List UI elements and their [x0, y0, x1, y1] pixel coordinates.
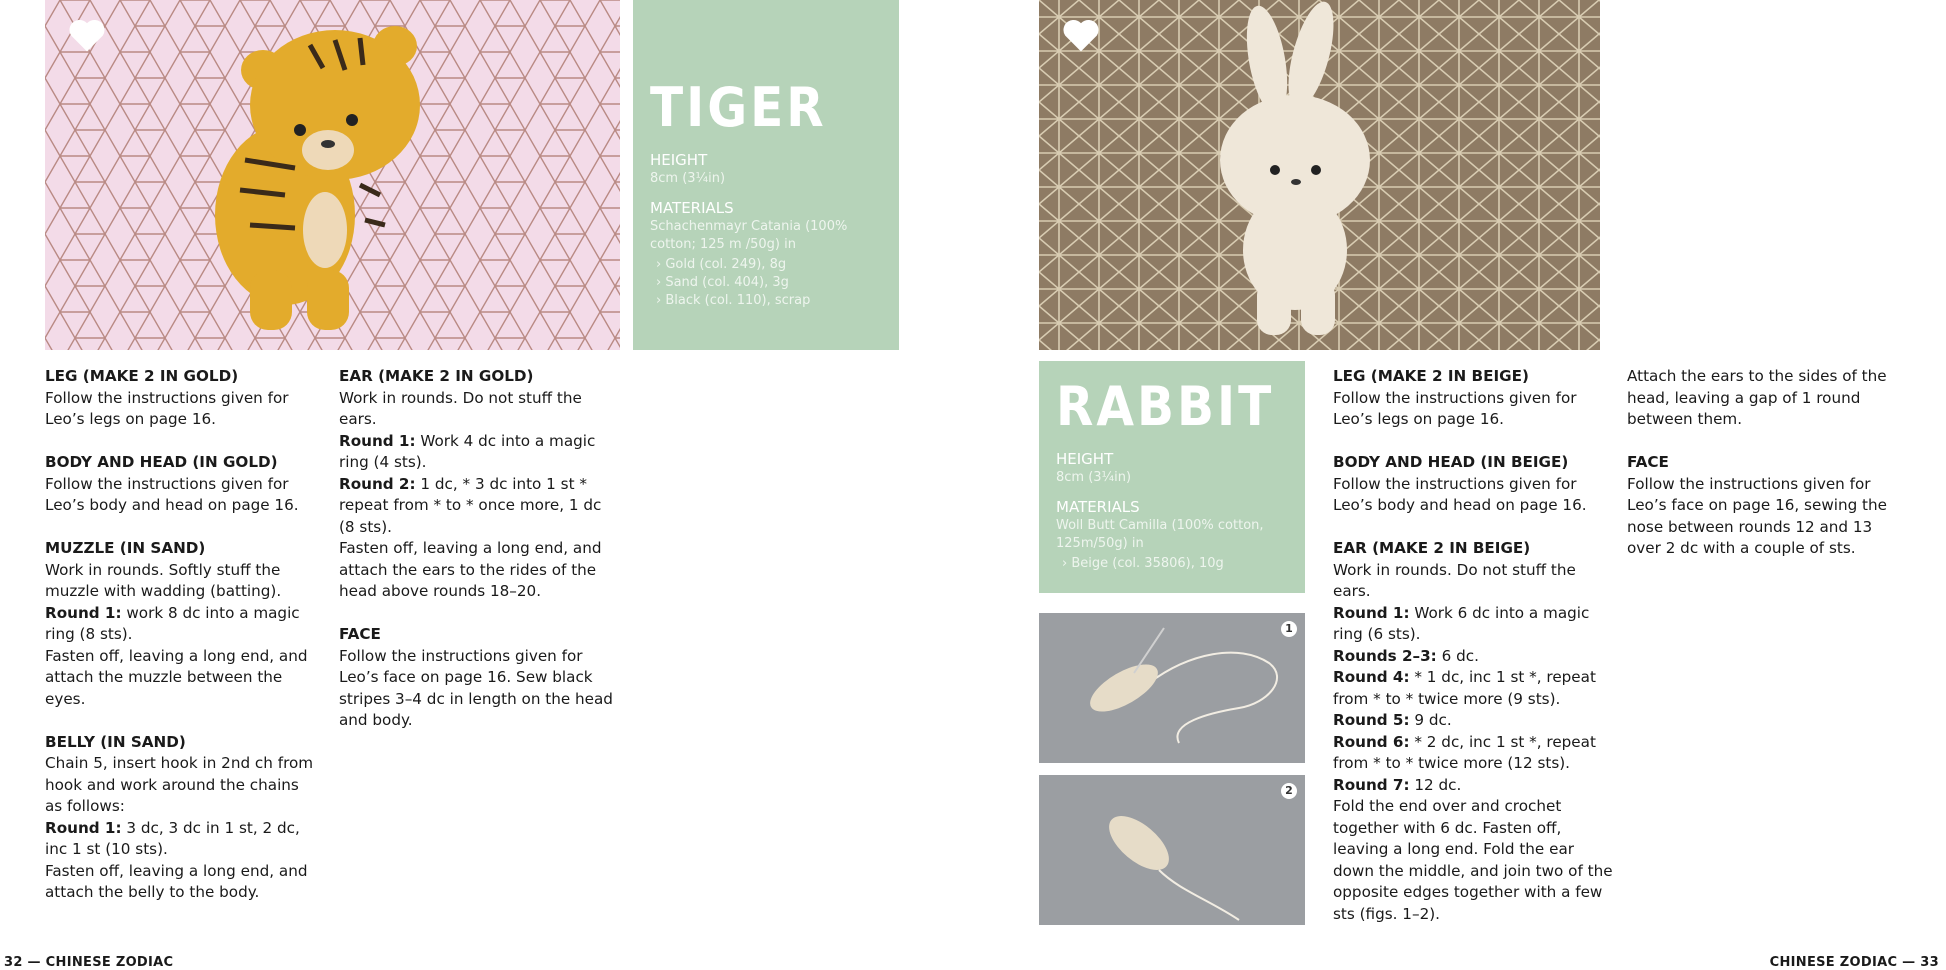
instruction-text: Work in rounds. Do not stuff the ears.	[339, 388, 582, 428]
instruction-line	[339, 474, 615, 539]
instruction-text: Follow the instructions given for Leo’s legs on page 16.	[1333, 388, 1577, 428]
page-number: 33	[1920, 955, 1939, 970]
instruction-line	[45, 818, 315, 861]
instruction-section	[339, 624, 615, 732]
footer-dash: —	[1902, 955, 1916, 970]
instruction-line	[45, 474, 315, 517]
tiger-materials-list	[650, 256, 883, 310]
instruction-text: Fold the end over and crochet together with 6 dc. Fasten off, leaving a long end. Fold the ear down the middle, and join two of the opposite edges together with a few sts (figs. 1–2).	[1333, 797, 1613, 923]
round-label: Rounds 2–3:	[1333, 646, 1437, 665]
instruction-section	[45, 452, 315, 517]
instruction-text: Follow the instructions given for Leo’s face on page 16. Sew black stripes 3–4 dc in length on the head and body.	[339, 646, 613, 729]
instruction-section	[45, 732, 315, 904]
instruction-section	[1627, 452, 1907, 560]
instruction-line	[1333, 775, 1613, 797]
instruction-text: 9 dc.	[1409, 711, 1452, 729]
instruction-line	[339, 388, 615, 431]
section-heading: EAR (MAKE 2 IN GOLD)	[339, 367, 534, 385]
instruction-text: Fasten off, leaving a long end, and attach the belly to the body.	[45, 861, 308, 901]
rabbit-materials-label: MATERIALS	[1056, 498, 1140, 516]
footer-right	[1770, 955, 1939, 970]
section-heading: FACE	[1627, 453, 1669, 471]
step-photo-1	[1039, 613, 1305, 763]
heart-outline-icon	[69, 20, 105, 52]
tiger-instructions-col2	[339, 366, 615, 753]
instruction-text: * 1 dc, inc 1 st *, repeat from * to * twice more (9 sts).	[1333, 668, 1596, 708]
instruction-text: Fasten off, leaving a long end, and attach the ears to the rides of the head above rounds 18–20.	[339, 539, 602, 600]
rabbit-photo-art	[1039, 0, 1600, 350]
instruction-text: Follow the instructions given for Leo’s legs on page 16.	[45, 388, 289, 428]
tiger-materials-label: MATERIALS	[650, 199, 734, 217]
instruction-text: Follow the instructions given for Leo’s body and head on page 16.	[45, 474, 299, 514]
round-label: Round 5:	[1333, 711, 1410, 729]
tiger-instructions-col1	[45, 366, 315, 925]
instruction-text: Follow the instructions given for Leo’s face on page 16, sewing the nose between rounds 12 and 13 over 2 dc with a couple of sts.	[1627, 474, 1887, 557]
instruction-line	[45, 861, 315, 904]
round-label: Round 1:	[339, 431, 416, 450]
rabbit-instructions-col2	[1627, 366, 1907, 581]
instruction-text: Attach the ears to the sides of the head, leaving a gap of 1 round between them.	[1627, 367, 1887, 428]
instruction-text: Chain 5, insert hook in 2nd ch from hook and work around the chains as follows:	[45, 754, 314, 815]
section-heading: BODY AND HEAD (IN GOLD)	[45, 453, 278, 471]
rabbit-photo	[1039, 0, 1600, 350]
tiger-height-label: HEIGHT	[650, 151, 708, 169]
instruction-text: work 8 dc into a magic ring (8 sts).	[45, 603, 300, 643]
rabbit-title: RABBIT	[1056, 375, 1275, 438]
step-photo-1-art	[1039, 613, 1305, 763]
instruction-section	[339, 366, 615, 603]
instruction-text: 3 dc, 3 dc in 1 st, 2 dc, inc 1 st (10 sts).	[45, 818, 300, 858]
round-label: Round 7:	[1333, 775, 1410, 794]
step-number-badge: 1	[1281, 621, 1297, 637]
tiger-title: TIGER	[650, 76, 827, 139]
instruction-text: Work 6 dc into a magic ring (6 sts).	[1333, 603, 1590, 643]
instruction-line	[1333, 474, 1613, 517]
section-heading: LEG (MAKE 2 IN GOLD)	[45, 367, 239, 385]
section-heading: MUZZLE (IN SAND)	[45, 539, 206, 557]
instruction-section	[1627, 366, 1907, 431]
instruction-section	[1333, 452, 1613, 517]
instruction-line	[339, 431, 615, 474]
tiger-photo-art	[45, 0, 620, 350]
instruction-text: Fasten off, leaving a long end, and attach the muzzle between the eyes.	[45, 646, 308, 708]
round-label: Round 6:	[1333, 732, 1410, 751]
instruction-line	[1333, 388, 1613, 431]
section-heading: FACE	[339, 625, 381, 643]
instruction-text: Work in rounds. Softly stuff the muzzle with wadding (batting).	[45, 560, 282, 600]
section-heading: BODY AND HEAD (IN BEIGE)	[1333, 453, 1569, 471]
instruction-text: Work 4 dc into a magic ring (4 sts).	[339, 431, 596, 471]
instruction-section	[45, 366, 315, 431]
tiger-materials-value: Schachenmayr Catania (100% cotton; 125 m /50g) in	[650, 219, 848, 252]
heart-outline-icon	[1063, 20, 1099, 52]
footer-left	[4, 955, 173, 970]
instruction-text: 1 dc, * 3 dc into 1 st * repeat from * to * once more, 1 dc (8 sts).	[339, 474, 602, 536]
instruction-line	[339, 538, 615, 603]
instruction-line	[1333, 667, 1613, 710]
materials-item: › Beige (col. 35806), 10g	[1056, 555, 1289, 573]
footer-dash: —	[27, 955, 41, 970]
round-label: Round 1:	[45, 818, 122, 837]
step-number-badge: 2	[1281, 783, 1297, 799]
instruction-line	[1627, 366, 1907, 431]
section-heading: LEG (MAKE 2 IN BEIGE)	[1333, 367, 1529, 385]
instruction-section	[1333, 366, 1613, 431]
round-label: Round 1:	[45, 603, 122, 622]
footer-section-title: CHINESE ZODIAC	[45, 955, 174, 970]
instruction-line	[1333, 710, 1613, 732]
rabbit-materials-value: Woll Butt Camilla (100% cotton, 125m/50g) in	[1056, 518, 1264, 551]
instruction-line	[1333, 646, 1613, 668]
rabbit-instructions-col1	[1333, 366, 1613, 947]
step-photo-2-art	[1039, 775, 1305, 925]
instruction-section	[1333, 538, 1613, 925]
rabbit-materials-list	[1056, 555, 1289, 573]
round-label: Round 1:	[1333, 603, 1410, 622]
round-label: Round 2:	[339, 474, 416, 493]
instruction-text: * 2 dc, inc 1 st *, repeat from * to * twice more (12 sts).	[1333, 732, 1596, 772]
materials-item: › Black (col. 110), scrap	[650, 292, 883, 310]
rabbit-info-box	[1039, 361, 1305, 593]
instruction-line	[1333, 560, 1613, 603]
instruction-text: 6 dc.	[1436, 646, 1479, 665]
tiger-height-value: 8cm (3¼in)	[650, 171, 726, 186]
tiger-photo	[45, 0, 620, 350]
instruction-line	[1333, 603, 1613, 646]
instruction-section	[45, 538, 315, 710]
instruction-line	[1627, 474, 1907, 560]
tiger-info-box	[633, 0, 899, 350]
section-heading: EAR (MAKE 2 IN BEIGE)	[1333, 539, 1531, 557]
instruction-line	[45, 646, 315, 711]
instruction-text: Follow the instructions given for Leo’s body and head on page 16.	[1333, 474, 1587, 514]
instruction-line	[45, 753, 315, 818]
instruction-line	[339, 646, 615, 732]
rabbit-height-value: 8cm (3¼in)	[1056, 470, 1132, 485]
page-number: 32	[4, 955, 23, 970]
rabbit-height-label: HEIGHT	[1056, 450, 1114, 468]
materials-item: › Sand (col. 404), 3g	[650, 274, 883, 292]
step-photo-2	[1039, 775, 1305, 925]
instruction-text: 12 dc.	[1409, 775, 1462, 794]
materials-item: › Gold (col. 249), 8g	[650, 256, 883, 274]
footer-section-title: CHINESE ZODIAC	[1769, 955, 1898, 970]
instruction-text: Work in rounds. Do not stuff the ears.	[1333, 560, 1576, 600]
instruction-line	[45, 560, 315, 603]
round-label: Round 4:	[1333, 668, 1410, 686]
section-heading: BELLY (IN SAND)	[45, 732, 186, 751]
instruction-line	[1333, 796, 1613, 925]
instruction-line	[1333, 732, 1613, 775]
instruction-line	[45, 603, 315, 646]
instruction-line	[45, 388, 315, 431]
